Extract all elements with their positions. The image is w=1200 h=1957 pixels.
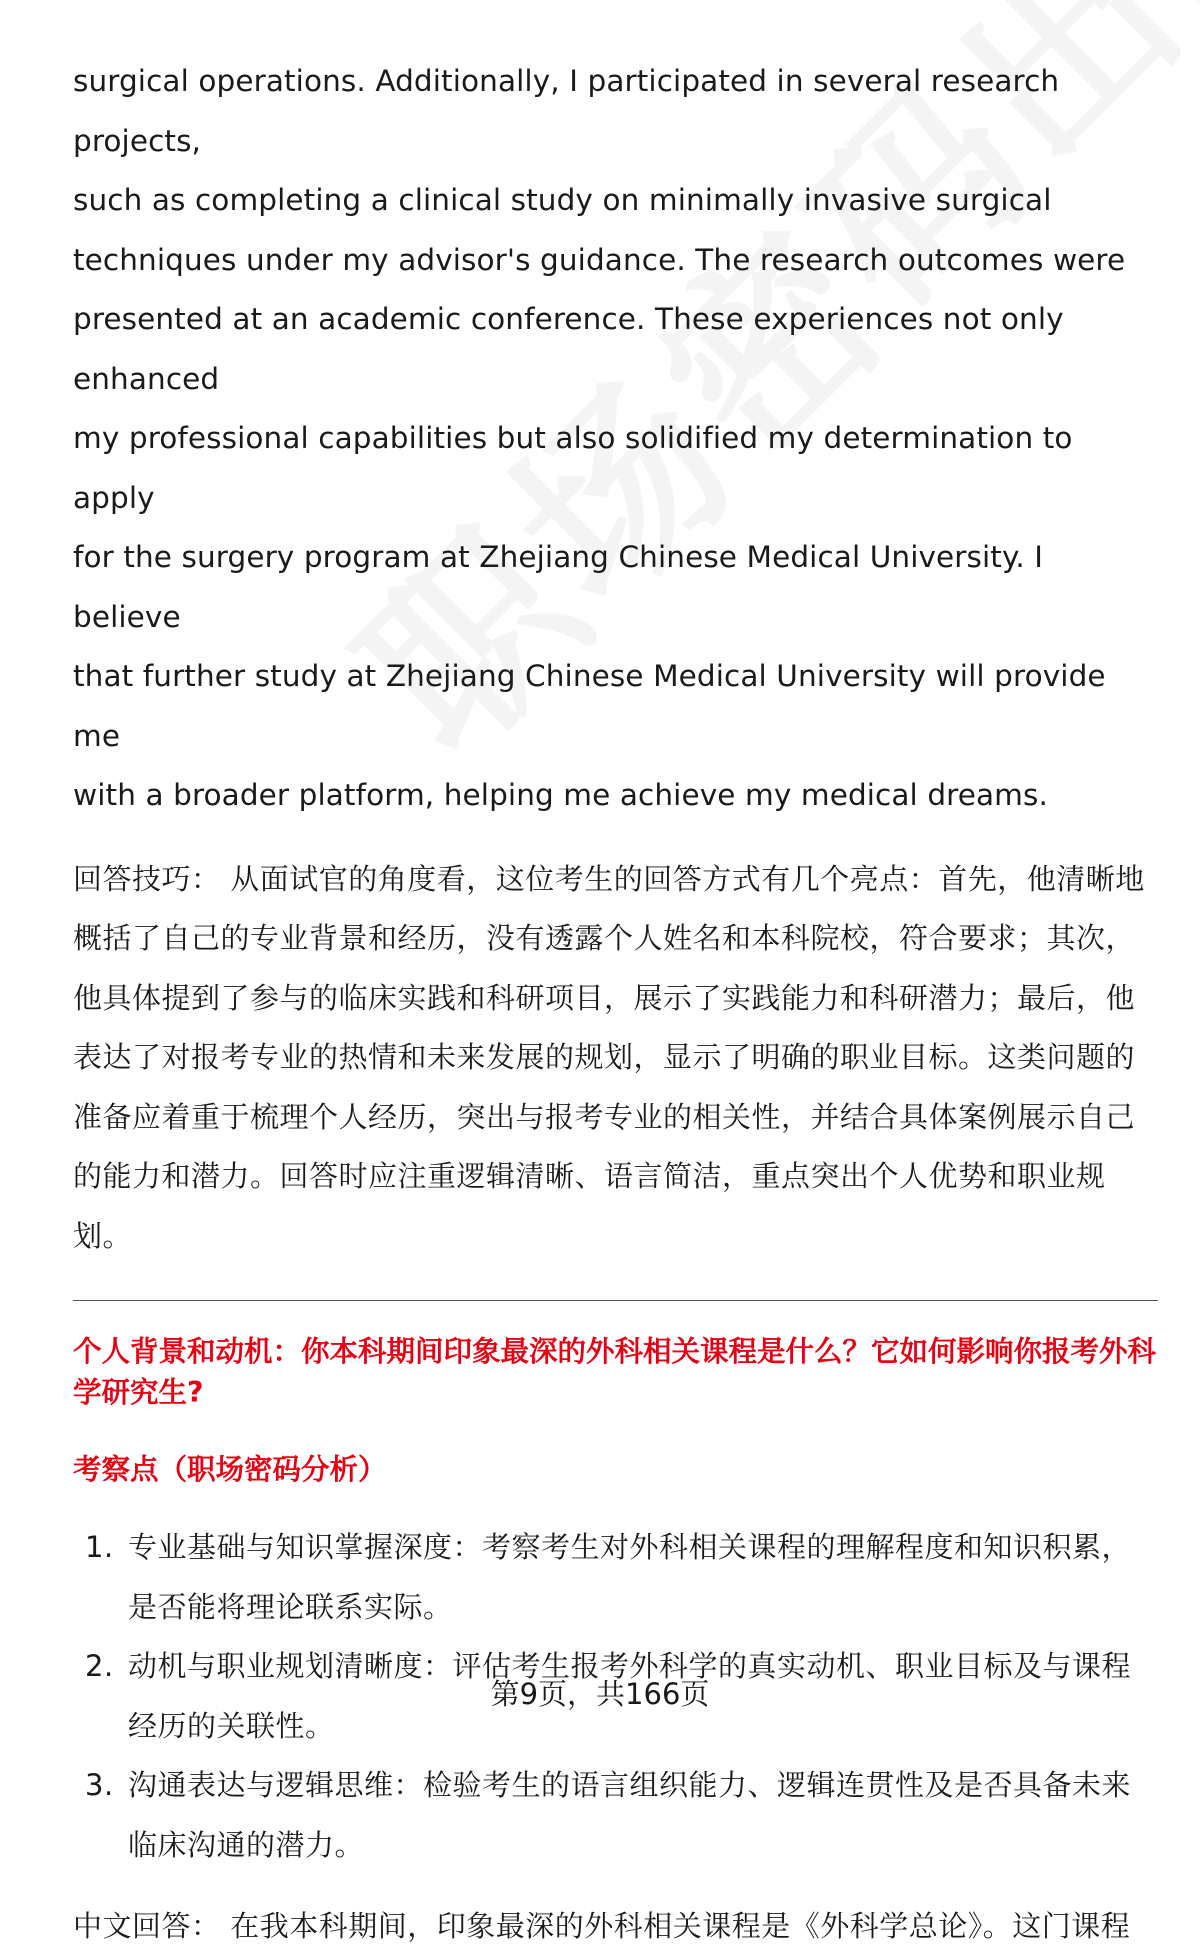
answer-line: techniques under my advisor's guidance. The research outcomes were xyxy=(73,242,1126,277)
question-heading: 个人背景和动机：你本科期间印象最深的外科相关课程是什么？它如何影响你报考外科学研究生? xyxy=(73,1335,1157,1409)
list-item-text: 动机与职业规划清晰度：评估考生报考外科学的真实动机、职业目标及与课程经历的关联性。 xyxy=(128,1649,1132,1743)
tips-label: 回答技巧： xyxy=(73,861,221,896)
list-number: 2. xyxy=(85,1649,114,1683)
answer-line: for the surgery program at Zhejiang Chinese Medical University. I believe xyxy=(73,540,1044,634)
document-page xyxy=(73,52,1158,1957)
list-number: 1. xyxy=(85,1530,114,1564)
english-answer xyxy=(73,52,1158,826)
assessment-heading: 考察点（职场密码分析） xyxy=(73,1453,387,1486)
answer-line: that further study at Zhejiang Chinese Medical University will provide me xyxy=(73,659,1106,753)
answer-line: such as completing a clinical study on minimally invasive surgical xyxy=(73,183,1052,217)
answer-text: 在我本科期间，印象最深的外科相关课程是《外科学总论》。这门课程 xyxy=(230,1909,1131,1943)
answer-line: with a broader platform, helping me achieve my medical dreams. xyxy=(73,778,1048,812)
list-item xyxy=(73,1518,1158,1637)
answer-line: surgical operations. Additionally, I participated in several research projects, xyxy=(73,64,1060,158)
section-divider xyxy=(73,1300,1158,1301)
list-number: 3. xyxy=(85,1768,114,1802)
chinese-answer xyxy=(73,1897,1158,1957)
list-item-text: 专业基础与知识掌握深度：考察考生对外科相关课程的理解程度和知识积累，是否能将理论联系实际。 xyxy=(128,1530,1132,1624)
answer-tips xyxy=(73,850,1158,1267)
answer-line: presented at an academic conference. These experiences not only enhanced xyxy=(73,302,1064,396)
tips-text: 从面试官的角度看，这位考生的回答方式有几个亮点：首先，他清晰地概括了自己的专业背景和经历，没有透露个人姓名和本科院校，符合要求；其次，他具体提到了参与的临床实践和科研项目，展示了实践能力和科研潜力；最后，他表达了对报考专业的热情和未来发展的规划，显示了明确的职业目标。这类问题的准备应着重于梳理个人经历，突出与报考专业的相关性，并结合具体案例展示自己的能力和潜力。回答时应注重逻辑清晰、语言简洁，重点突出个人优势和职业规划。 xyxy=(73,861,1145,1253)
list-item xyxy=(73,1756,1158,1875)
list-item-text: 沟通表达与逻辑思维：检验考生的语言组织能力、逻辑连贯性及是否具备未来临床沟通的潜力。 xyxy=(128,1768,1132,1862)
answer-line: my professional capabilities but also solidified my determination to apply xyxy=(73,421,1073,515)
page-footer: 第9页，共166页 xyxy=(490,1677,710,1711)
answer-label: 中文回答： xyxy=(73,1909,221,1943)
